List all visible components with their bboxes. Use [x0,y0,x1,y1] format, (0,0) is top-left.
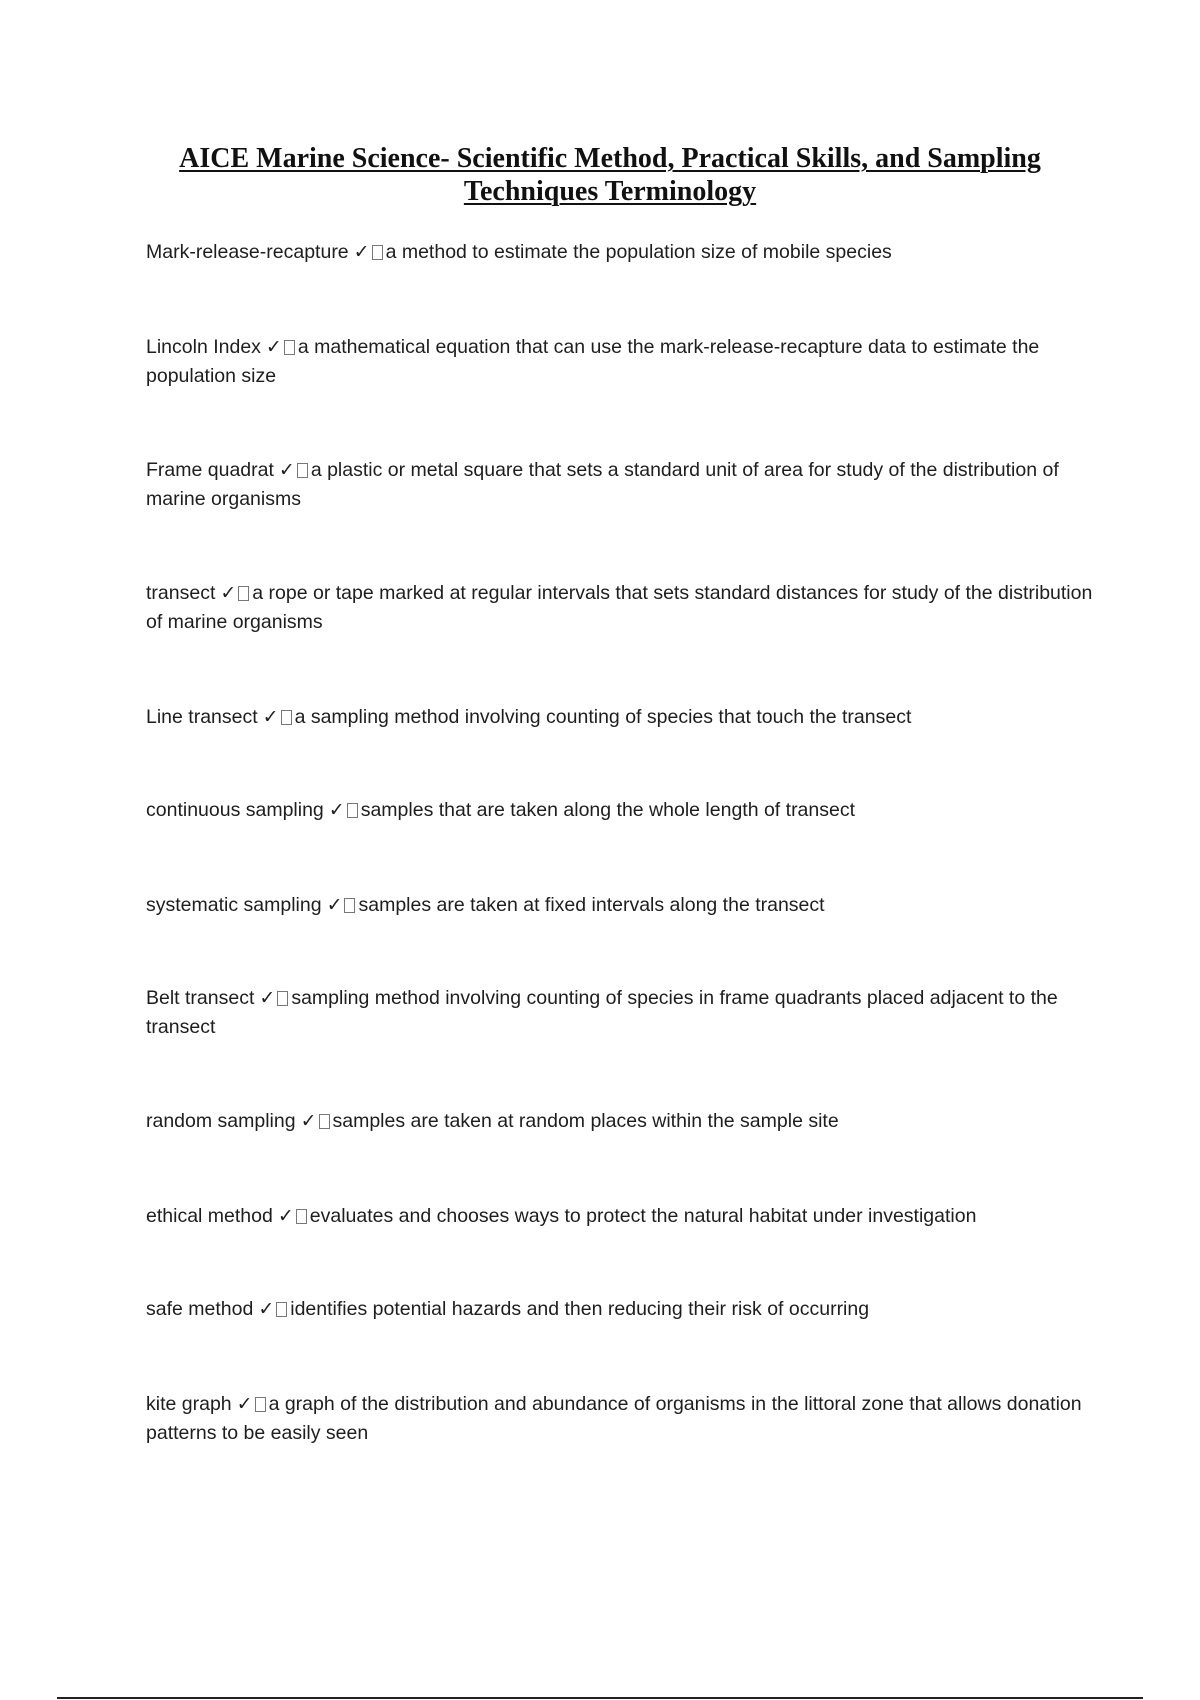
term-name: kite graph [146,1393,232,1415]
term-definition: a method to estimate the population size of mobile species [385,241,892,263]
term-name: transect [146,582,216,604]
term-name: Belt transect [146,987,255,1009]
checkmark-icon: ✓ [326,894,343,916]
term-entry [146,891,1096,920]
checkmark-icon: ✓ [300,1110,317,1132]
term-name: continuous sampling [146,799,324,821]
term-definition: a sampling method involving counting of species that touch the transect [294,706,912,728]
checkmark-icon: ✓ [328,799,345,821]
term-name: Mark-release-recapture [146,241,349,263]
checkmark-icon: ✓ [236,1393,253,1415]
term-name: Line transect [146,706,258,728]
placeholder-box-icon [238,586,249,601]
term-definition: a mathematical equation that can use the mark-release-recapture data to estimate the population size [146,336,1040,387]
placeholder-box-icon [284,340,295,355]
term-name: random sampling [146,1110,296,1132]
term-entry [146,1202,1096,1231]
term-definition: a graph of the distribution and abundance of organisms in the littoral zone that allows donation patterns to be easily seen [146,1393,1082,1444]
term-entry [146,703,1096,732]
term-entry [146,456,1096,514]
placeholder-box-icon [281,710,292,725]
term-definition: samples are taken at fixed intervals along the transect [358,894,825,916]
term-entry [146,1107,1096,1136]
term-entry [146,1295,1096,1324]
checkmark-icon: ✓ [277,1205,294,1227]
term-definition: sampling method involving counting of species in frame quadrants placed adjacent to the transect [146,987,1058,1038]
term-entry [146,796,1096,825]
checkmark-icon: ✓ [220,582,237,604]
term-definition: evaluates and chooses ways to protect the natural habitat under investigation [309,1205,977,1227]
term-definition: identifies potential hazards and then reducing their risk of occurring [290,1298,870,1320]
placeholder-box-icon [277,991,288,1006]
term-entry [146,1390,1096,1448]
checkmark-icon: ✓ [259,987,276,1009]
placeholder-box-icon [296,1209,307,1224]
term-definition: a plastic or metal square that sets a standard unit of area for study of the distribution of marine organisms [146,459,1059,510]
checkmark-icon: ✓ [258,1298,275,1320]
term-definition: samples are taken at random places within the sample site [332,1110,839,1132]
term-name: ethical method [146,1205,273,1227]
term-definition: a rope or tape marked at regular intervals that sets standard distances for study of the distribution of marine organisms [146,582,1093,633]
document-title: AICE Marine Science- Scientific Method, Practical Skills, and Sampling Techniques Terminology [179,143,1041,207]
checkmark-icon: ✓ [262,706,279,728]
term-entry [146,333,1096,391]
placeholder-box-icon [255,1397,266,1412]
placeholder-box-icon [344,898,355,913]
term-name: systematic sampling [146,894,322,916]
footer-divider [57,1697,1143,1699]
checkmark-icon: ✓ [265,336,282,358]
placeholder-box-icon [372,245,383,260]
placeholder-box-icon [297,463,308,478]
term-entry [146,238,1096,267]
term-name: safe method [146,1298,254,1320]
term-entry [146,579,1096,637]
term-name: Lincoln Index [146,336,261,358]
term-name: Frame quadrat [146,459,274,481]
placeholder-box-icon [347,803,358,818]
term-definition: samples that are taken along the whole length of transect [360,799,856,821]
checkmark-icon: ✓ [278,459,295,481]
placeholder-box-icon [276,1302,287,1317]
checkmark-icon: ✓ [353,241,370,263]
placeholder-box-icon [319,1114,330,1129]
term-entry [146,984,1096,1042]
